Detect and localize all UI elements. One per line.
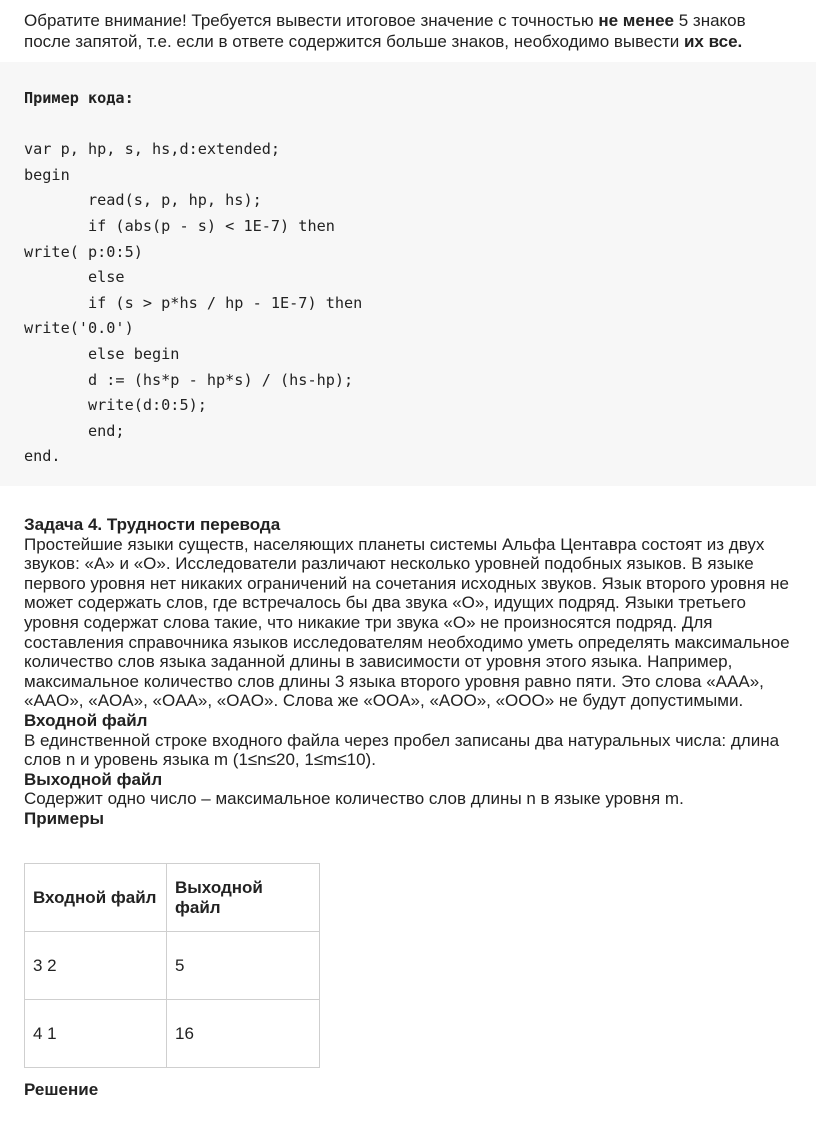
table-header-cell: Входной файл (25, 864, 167, 932)
code-line: end. (24, 447, 61, 466)
code-blank-line (24, 112, 362, 138)
code-line: write(d:0:5); (24, 396, 207, 415)
code-line: if (s > p*hs / hp - 1E-7) then (24, 293, 363, 312)
notice-bold-1: не менее (598, 11, 674, 30)
code-line: read(s, p, hp, hs); (24, 191, 262, 210)
notice-bold-2: их все. (683, 32, 743, 51)
examples-heading: Примеры (24, 808, 104, 828)
notice-paragraph (24, 10, 794, 52)
input-file-text: В единственной строке входного файла через пробел записаны два натуральных числа: длина слов n и уровень языка m (1≤n≤20, 1≤m≤10). (24, 730, 780, 770)
output-file-text: Содержит одно число – максимальное количество слов длины n в языке уровня m. (24, 789, 684, 809)
table-row (25, 1000, 320, 1068)
table-header-row (25, 864, 320, 932)
input-file-heading: Входной файл (24, 710, 148, 730)
code-line: write( p:0:5) (24, 242, 143, 261)
examples-table (24, 863, 320, 1068)
task-section (24, 515, 794, 829)
table-header-cell: Выходной файл (167, 864, 320, 932)
code-line: d := (hs*p - hp*s) / (hs-hp); (24, 370, 354, 389)
task-title: Задача 4. Трудности перевода (24, 515, 281, 534)
table-cell: 16 (167, 1000, 320, 1068)
code-line: end; (24, 421, 125, 440)
table-cell: 5 (167, 932, 320, 1000)
code-line: write('0.0') (24, 319, 134, 338)
code-header: Пример кода: (24, 89, 134, 107)
table-cell: 4 1 (25, 1000, 167, 1068)
notice-text-2: 5 знаков после запятой, т.е. если в ответе содержится больше знаков, необходимо вывести (24, 11, 746, 51)
code-line: begin (24, 165, 70, 184)
code-line: var p, hp, s, hs,d:extended; (24, 140, 281, 159)
code-line: else begin (24, 344, 180, 363)
output-file-heading: Выходной файл (24, 769, 163, 789)
task-description: Простейшие языки существ, населяющих планеты системы Альфа Центавра состоят из двух звуков: «A» и «O». Исследователи различают несколько уровней подобных языков. В языке первого уровня нет никаких ограничений на сочетания исходных звуков. Язык второго уровня не может содержать слов, где встречалось бы два звука «O», идущих подряд. Языки третьего уровня содержат слова такие, что никакие три звука «O» не произносятся подряд. Для составления справочника языков исследователям необходимо уметь определять максимальное количество слов языка заданной длины в зависимости от уровня этого языка. Например, максимальное количество слов длины 3 языка второго уровня равно пяти. Это слова «AAA», «AAO», «AOA», «OAA», «OAO». Слова же «OOA», «AOO», «OOO» не будут допустимыми. (24, 534, 790, 711)
code-line: else (24, 268, 125, 287)
solution-heading: Решение (24, 1080, 99, 1099)
table-row (25, 932, 320, 1000)
table-cell: 3 2 (25, 932, 167, 1000)
code-line: if (abs(p - s) < 1E-7) then (24, 216, 335, 235)
notice-text-1: Обратите внимание! Требуется вывести итоговое значение с точностью (24, 11, 599, 30)
code-listing (24, 86, 362, 470)
